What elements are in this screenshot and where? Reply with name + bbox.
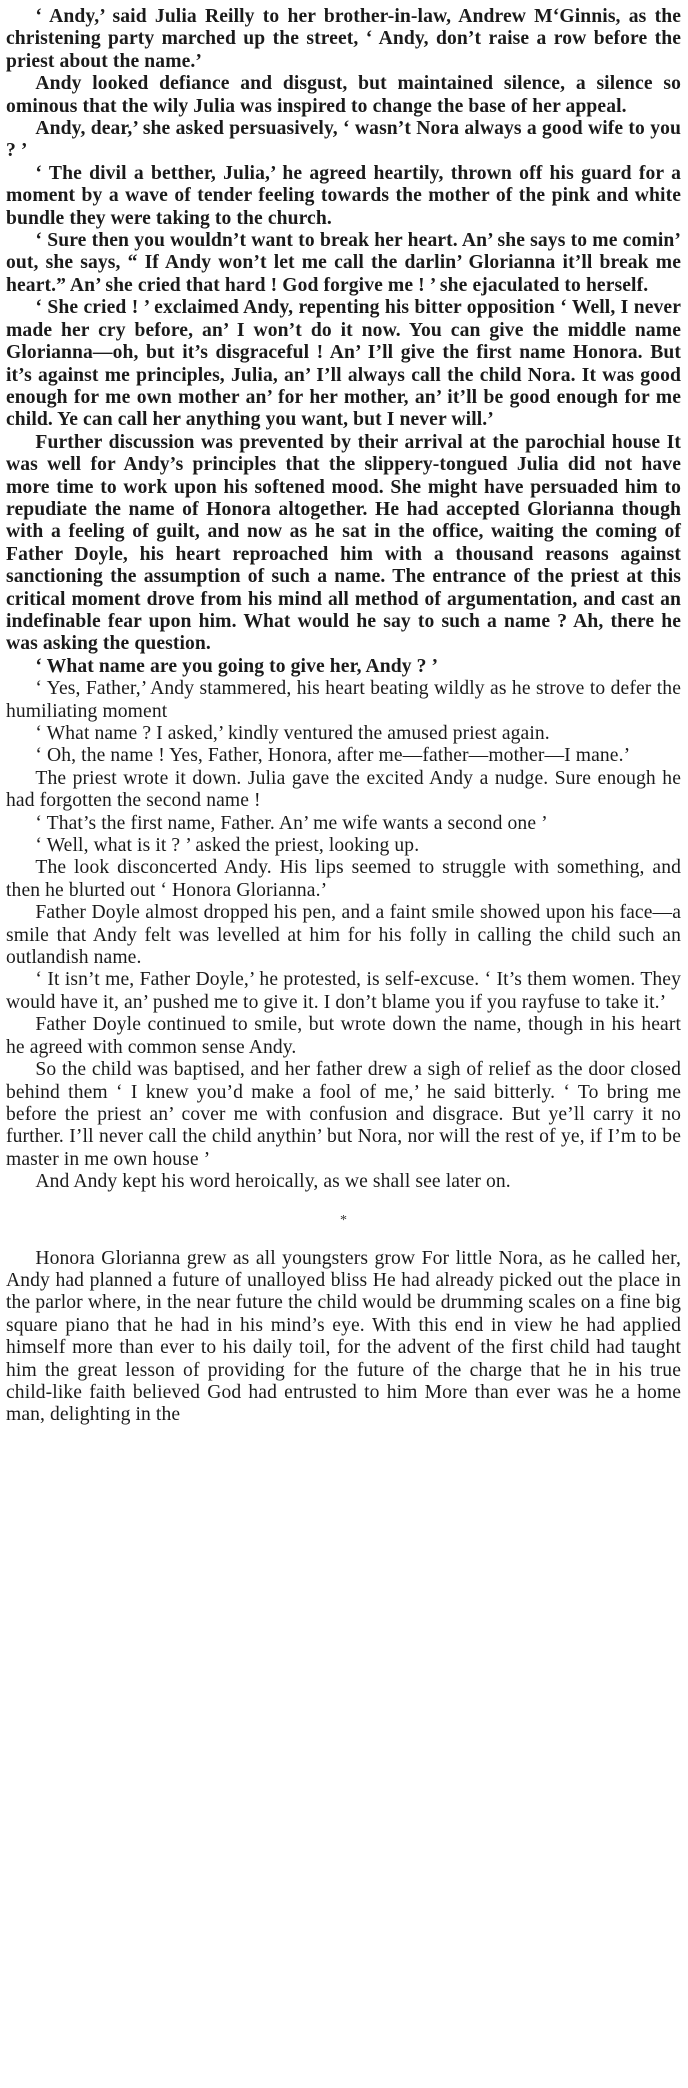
paragraph-priest-wrote: The priest wrote it down. Julia gave the excited Andy a nudge. Sure enough he had forgotten the second name ! <box>6 767 681 812</box>
paragraph-kept-word: And Andy kept his word heroically, as we shall see later on. <box>35 1171 511 1193</box>
paragraph-julia-appeal: Andy, dear,’ she asked persuasively, ‘ wasn’t Nora always a good wife to you ? ’ <box>6 118 681 162</box>
paragraph-andy-silence: Andy looked defiance and disgust, but maintained silence, a silence so ominous that the wily Julia was inspired to change the base of her appeal. <box>6 73 681 117</box>
paragraph-julia-heart: ‘ Sure then you wouldn’t want to break her heart. An’ she says to me comin’ out, she says, “ If Andy won’t let me call the darlin’ Glorianna it’ll break me heart.” An’ she cried that hard ! God forgive me ! ’ she ejaculated to herself. <box>6 230 681 296</box>
paragraph-honora: ‘ Oh, the name ! Yes, Father, Honora, after me—father—mother—I mane.’ <box>35 745 631 767</box>
section-divider-asterisk: * <box>339 1212 348 1228</box>
paragraph-priest-question: ‘ What name are you going to give her, Andy ? ’ <box>35 655 439 677</box>
paragraph-parochial-house: Further discussion was prevented by their arrival at the parochial house It was well for Andy’s principles that the slippery-tongued Julia did not have more time to work upon his softened mood. She might have persuaded him to repudiate the name of Honora altogether. He had accepted Glorianna though with a feeling of guilt, and now as he sat in the office, waiting the coming of Father Doyle, his heart reproached him with a thousand reasons against sanctioning the assumption of such a name. The entrance of the priest at this critical moment drove from his mind all method of argumentation, and cast an indefinable fear upon him. What would he say to such a name ? Ah, there he was asking the question. <box>6 431 681 655</box>
paragraph-what-name: ‘ What name ? I asked,’ kindly ventured the amused priest again. <box>35 723 550 744</box>
article-column <box>6 6 681 1427</box>
paragraph-honora-grew: Honora Glorianna grew as all youngsters grow For little Nora, as he called her, Andy had planned a future of unalloyed bliss He had already picked out the place in the parlor where, in the near future the child would be drumming scales on a fine big square piano that he had in his mind’s eye. With this end in view he had applied himself more than ever to his daily toil, for the advent of the first child had taught him the great lesson of providing for the future of the charge that he in his true child-like faith believed God had entrusted to him More than ever was he a home man, delighting in the <box>6 1247 681 1426</box>
paragraph-blurted: The look disconcerted Andy. His lips seemed to struggle with something, and then he blurted out ‘ Honora Glorianna.’ <box>6 857 681 901</box>
paragraph-andy-stammered: ‘ Yes, Father,’ Andy stammered, his heart beating wildly as he strove to defer the humiliating moment <box>6 678 681 722</box>
paragraph-baptised: So the child was baptised, and her father drew a sigh of relief as the door closed behind them ‘ I knew you’d make a fool of me,’ he said bitterly. ‘ To bring me before the priest an’ cover me with confusion and disgrace. But ye’ll carry it no further. I’ll never call the child anythin’ but Nora, nor will the rest of ye, if I’m to be master in me own house ’ <box>6 1059 681 1170</box>
paragraph-self-excuse: ‘ It isn’t me, Father Doyle,’ he protested, is self-excuse. ‘ It’s them women. They would have it, an’ pushed me to give it. I don’t blame you if you rayfuse to take it.’ <box>6 969 681 1013</box>
paragraph-andy-agrees: ‘ The divil a betther, Julia,’ he agreed heartily, thrown off his guard for a moment by a wave of tender feeling towards the mother of the pink and white bundle they were taking to the church. <box>6 162 681 229</box>
paragraph-wrote-name: Father Doyle continued to smile, but wrote down the name, though in his heart he agreed with common sense Andy. <box>6 1014 681 1058</box>
paragraph-first-name: ‘ That’s the first name, Father. An’ me wife wants a second one ’ <box>35 812 548 834</box>
paragraph-what-is-it: ‘ Well, what is it ? ’ asked the priest, looking up. <box>35 835 420 857</box>
paragraph-opening-dialogue: ‘ Andy,’ said Julia Reilly to her brother-in-law, Andrew M‘Ginnis, as the christening party marched up the street, ‘ Andy, don’t raise a row before the priest about the name.’ <box>6 6 681 72</box>
paragraph-she-cried: ‘ She cried ! ’ exclaimed Andy, repenting his bitter opposition ‘ Well, I never made her cry before, an’ I won’t do it now. You can give the middle name Glorianna—oh, but it’s disgraceful ! An’ I’ll give the first name Honora. But it’s against me principles, Julia, an’ I’ll always call the child Nora. It was good enough for me own mother an’ for her mother, an’ it’ll be good enough for me child. Ye can call her anything you want, but I never will.’ <box>6 297 681 431</box>
paragraph-father-doyle-smile: Father Doyle almost dropped his pen, and a faint smile showed upon his face—a smile that Andy felt was levelled at him for his folly in calling the child such an outlandish name. <box>6 902 681 969</box>
